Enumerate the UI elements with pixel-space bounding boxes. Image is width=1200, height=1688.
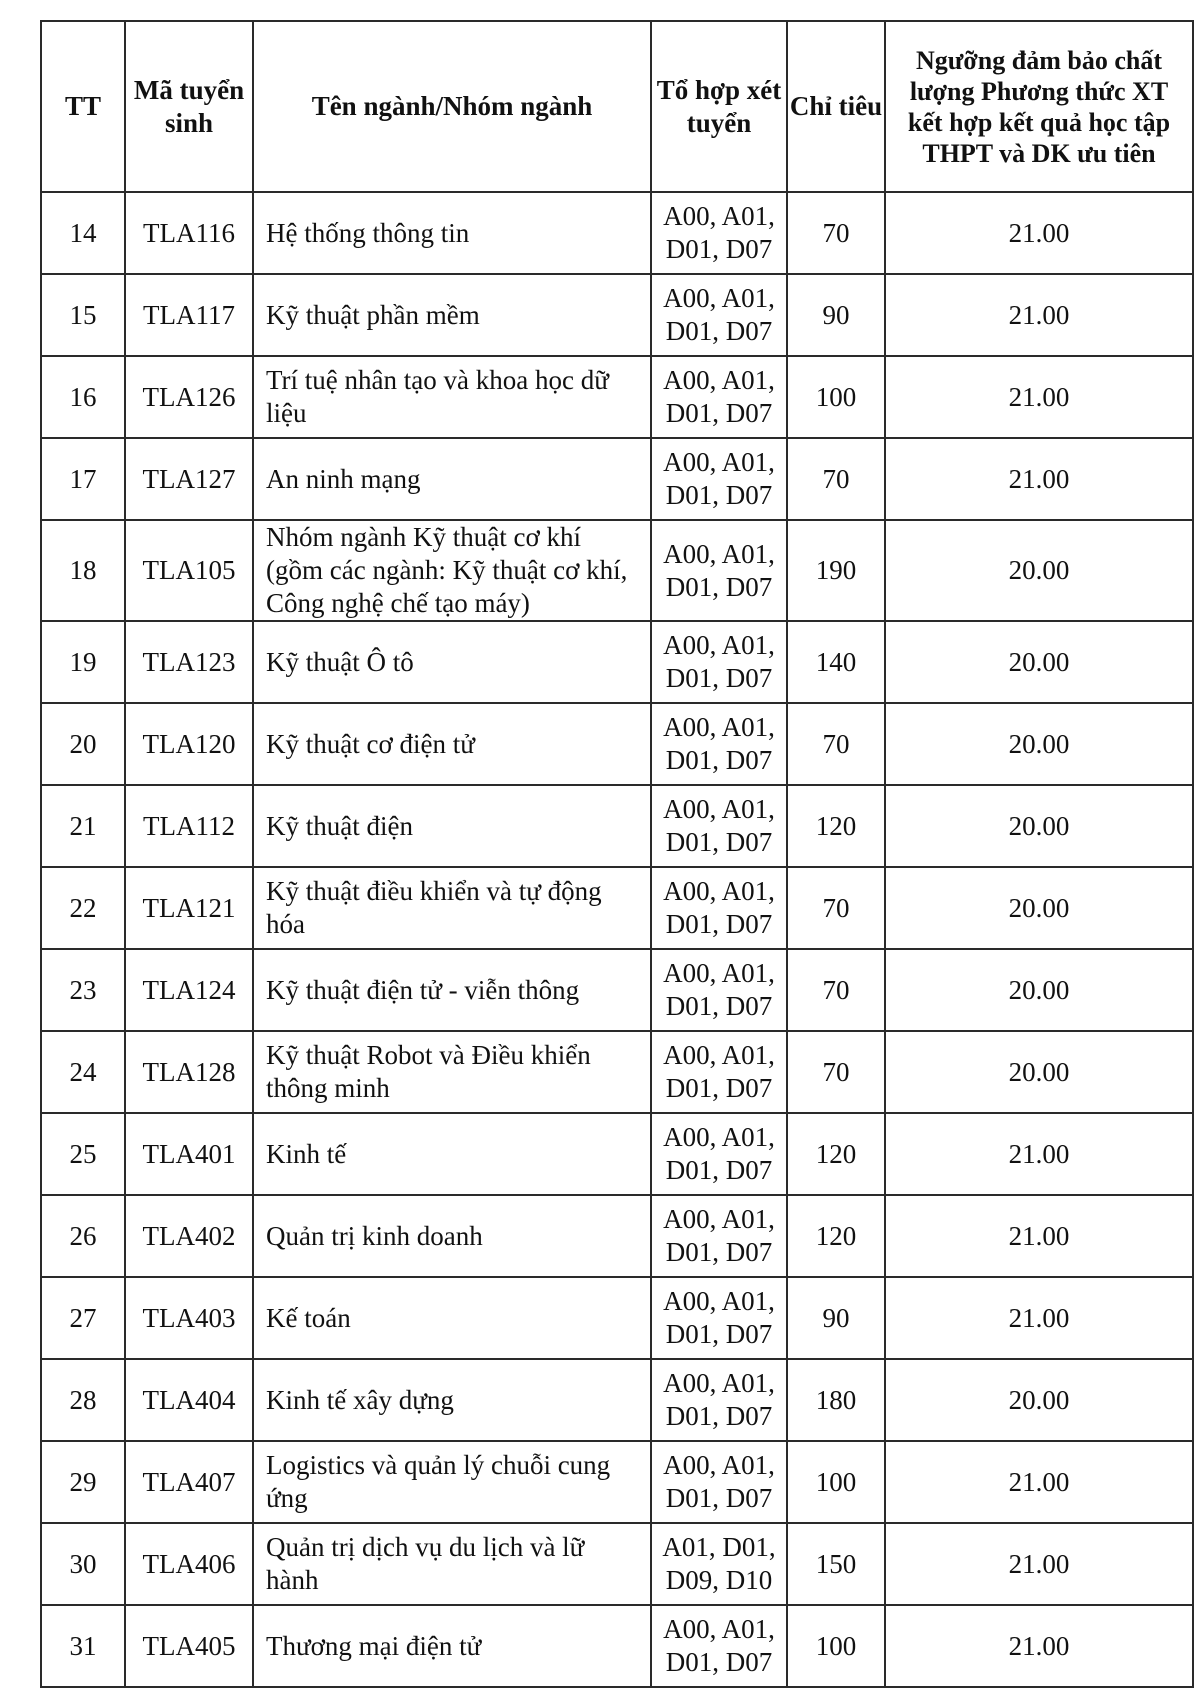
cell-combo (651, 867, 787, 949)
cell-combo (651, 192, 787, 274)
combo-line: D01, D07 (665, 398, 773, 428)
cell-combo (651, 1359, 787, 1441)
cell-quota: 150 (787, 1523, 885, 1605)
combo-line: D01, D07 (665, 234, 773, 264)
cell-name: Kỹ thuật phần mềm (253, 274, 651, 356)
cell-threshold: 20.00 (885, 1031, 1193, 1113)
cell-code: TLA402 (125, 1195, 253, 1277)
combo-line: A00, A01, (663, 958, 775, 988)
cell-tt: 31 (41, 1605, 125, 1687)
cell-code: TLA116 (125, 192, 253, 274)
cell-combo (651, 356, 787, 438)
cell-threshold: 20.00 (885, 949, 1193, 1031)
cell-name: Thương mại điện tử (253, 1605, 651, 1687)
cell-quota: 100 (787, 1441, 885, 1523)
cell-tt: 28 (41, 1359, 125, 1441)
cell-tt: 15 (41, 274, 125, 356)
combo-line: D01, D07 (665, 1237, 773, 1267)
combo-line: A00, A01, (663, 1040, 775, 1070)
cell-name: Kỹ thuật Robot và Điều khiển thông minh (253, 1031, 651, 1113)
combo-line: A00, A01, (663, 1286, 775, 1316)
combo-line: D01, D07 (665, 745, 773, 775)
combo-line: D01, D07 (665, 316, 773, 346)
cell-tt: 16 (41, 356, 125, 438)
cell-tt: 19 (41, 621, 125, 703)
cell-code: TLA126 (125, 356, 253, 438)
table-row (41, 1277, 1193, 1359)
cell-quota: 120 (787, 785, 885, 867)
combo-line: D09, D10 (665, 1565, 773, 1595)
cell-threshold: 21.00 (885, 1195, 1193, 1277)
cell-code: TLA127 (125, 438, 253, 520)
table-header (41, 21, 1193, 192)
cell-threshold: 20.00 (885, 867, 1193, 949)
cell-tt: 21 (41, 785, 125, 867)
combo-line: A01, D01, (662, 1532, 776, 1562)
table-row (41, 1605, 1193, 1687)
table-row (41, 192, 1193, 274)
table-row (41, 703, 1193, 785)
combo-line: D01, D07 (665, 571, 773, 602)
cell-name: Kỹ thuật Ô tô (253, 621, 651, 703)
cell-code: TLA117 (125, 274, 253, 356)
table-row (41, 949, 1193, 1031)
cell-threshold: 21.00 (885, 1523, 1193, 1605)
cell-threshold: 20.00 (885, 621, 1193, 703)
cell-quota: 70 (787, 703, 885, 785)
cell-tt: 27 (41, 1277, 125, 1359)
table-row (41, 356, 1193, 438)
combo-line: A00, A01, (663, 630, 775, 660)
cell-quota: 190 (787, 520, 885, 621)
cell-name: Kinh tế xây dựng (253, 1359, 651, 1441)
combo-line: A00, A01, (663, 1204, 775, 1234)
cell-quota: 180 (787, 1359, 885, 1441)
table-row (41, 785, 1193, 867)
cell-name: Hệ thống thông tin (253, 192, 651, 274)
table-row (41, 867, 1193, 949)
cell-combo (651, 438, 787, 520)
cell-combo (651, 621, 787, 703)
cell-threshold: 21.00 (885, 1605, 1193, 1687)
cell-combo (651, 1113, 787, 1195)
combo-line: D01, D07 (665, 1647, 773, 1677)
cell-threshold: 21.00 (885, 438, 1193, 520)
combo-line: D01, D07 (665, 991, 773, 1021)
cell-code: TLA403 (125, 1277, 253, 1359)
combo-line: A00, A01, (663, 1450, 775, 1480)
cell-quota: 90 (787, 1277, 885, 1359)
cell-tt: 25 (41, 1113, 125, 1195)
combo-line: D01, D07 (665, 1483, 773, 1513)
cell-threshold: 21.00 (885, 274, 1193, 356)
cell-name: An ninh mạng (253, 438, 651, 520)
header-combo: Tổ hợp xét tuyển (651, 21, 787, 192)
table-row (41, 438, 1193, 520)
header-name: Tên ngành/Nhóm ngành (253, 21, 651, 192)
cell-combo (651, 274, 787, 356)
cell-tt: 14 (41, 192, 125, 274)
cell-tt: 17 (41, 438, 125, 520)
table-row (41, 520, 1193, 621)
cell-code: TLA121 (125, 867, 253, 949)
cell-name: Trí tuệ nhân tạo và khoa học dữ liệu (253, 356, 651, 438)
cell-quota: 70 (787, 1031, 885, 1113)
header-tt: TT (41, 21, 125, 192)
combo-line: D01, D07 (665, 1319, 773, 1349)
cell-threshold: 21.00 (885, 1113, 1193, 1195)
combo-line: D01, D07 (665, 1073, 773, 1103)
cell-quota: 70 (787, 192, 885, 274)
cell-quota: 90 (787, 274, 885, 356)
cell-name: Quản trị dịch vụ du lịch và lữ hành (253, 1523, 651, 1605)
cell-code: TLA406 (125, 1523, 253, 1605)
cell-threshold: 20.00 (885, 520, 1193, 621)
cell-name: Kế toán (253, 1277, 651, 1359)
header-code: Mã tuyển sinh (125, 21, 253, 192)
cell-quota: 100 (787, 1605, 885, 1687)
cell-name: Kỹ thuật cơ điện tử (253, 703, 651, 785)
cell-threshold: 21.00 (885, 356, 1193, 438)
cell-combo (651, 1195, 787, 1277)
admissions-table (40, 20, 1194, 1688)
table-row (41, 1359, 1193, 1441)
cell-combo (651, 1277, 787, 1359)
cell-threshold: 21.00 (885, 1277, 1193, 1359)
combo-line: A00, A01, (663, 1614, 775, 1644)
cell-name: Logistics và quản lý chuỗi cung ứng (253, 1441, 651, 1523)
cell-name: Kỹ thuật điện (253, 785, 651, 867)
cell-tt: 22 (41, 867, 125, 949)
cell-code: TLA401 (125, 1113, 253, 1195)
table-body (41, 192, 1193, 1687)
combo-line: A00, A01, (663, 794, 775, 824)
cell-tt: 26 (41, 1195, 125, 1277)
combo-line: D01, D07 (665, 1401, 773, 1431)
combo-line: D01, D07 (665, 1155, 773, 1185)
cell-quota: 120 (787, 1113, 885, 1195)
cell-threshold: 20.00 (885, 1359, 1193, 1441)
cell-code: TLA120 (125, 703, 253, 785)
cell-code: TLA407 (125, 1441, 253, 1523)
cell-combo (651, 520, 787, 621)
cell-combo (651, 949, 787, 1031)
cell-combo (651, 703, 787, 785)
cell-name: Kỹ thuật điều khiển và tự động hóa (253, 867, 651, 949)
combo-line: A00, A01, (663, 1122, 775, 1152)
cell-name: Kỹ thuật điện tử - viễn thông (253, 949, 651, 1031)
table-row (41, 1195, 1193, 1277)
combo-line: A00, A01, (663, 712, 775, 742)
cell-tt: 23 (41, 949, 125, 1031)
combo-line: A00, A01, (663, 1368, 775, 1398)
cell-code: TLA404 (125, 1359, 253, 1441)
cell-quota: 70 (787, 867, 885, 949)
combo-line: A00, A01, (663, 201, 775, 231)
cell-combo (651, 785, 787, 867)
header-quota: Chỉ tiêu (787, 21, 885, 192)
combo-line: D01, D07 (665, 827, 773, 857)
header-threshold: Ngưỡng đảm bảo chất lượng Phương thức XT kết hợp kết quả học tập THPT và DK ưu tiên (885, 21, 1193, 192)
cell-quota: 120 (787, 1195, 885, 1277)
cell-code: TLA128 (125, 1031, 253, 1113)
table-row (41, 1523, 1193, 1605)
cell-tt: 20 (41, 703, 125, 785)
cell-threshold: 21.00 (885, 1441, 1193, 1523)
combo-line: A00, A01, (663, 283, 775, 313)
combo-line: D01, D07 (665, 909, 773, 939)
cell-combo (651, 1031, 787, 1113)
table-row (41, 1441, 1193, 1523)
cell-combo (651, 1523, 787, 1605)
combo-line: A00, A01, (663, 365, 775, 395)
cell-code: TLA124 (125, 949, 253, 1031)
cell-threshold: 21.00 (885, 192, 1193, 274)
cell-threshold: 20.00 (885, 785, 1193, 867)
combo-line: A00, A01, (663, 876, 775, 906)
cell-tt: 30 (41, 1523, 125, 1605)
cell-quota: 140 (787, 621, 885, 703)
combo-line: A00, A01, (663, 538, 775, 569)
cell-combo (651, 1441, 787, 1523)
cell-code: TLA112 (125, 785, 253, 867)
cell-tt: 29 (41, 1441, 125, 1523)
cell-tt: 18 (41, 520, 125, 621)
cell-code: TLA405 (125, 1605, 253, 1687)
cell-name: Quản trị kinh doanh (253, 1195, 651, 1277)
combo-line: D01, D07 (665, 480, 773, 510)
combo-line: A00, A01, (663, 447, 775, 477)
cell-quota: 70 (787, 949, 885, 1031)
header-row (41, 21, 1193, 192)
cell-quota: 100 (787, 356, 885, 438)
cell-threshold: 20.00 (885, 703, 1193, 785)
cell-quota: 70 (787, 438, 885, 520)
table-row (41, 1113, 1193, 1195)
cell-name: Nhóm ngành Kỹ thuật cơ khí (gồm các ngành: Kỹ thuật cơ khí, Công nghệ chế tạo máy) (253, 520, 651, 621)
table-row (41, 621, 1193, 703)
cell-combo (651, 1605, 787, 1687)
cell-name: Kinh tế (253, 1113, 651, 1195)
cell-tt: 24 (41, 1031, 125, 1113)
combo-line: D01, D07 (665, 663, 773, 693)
table-row (41, 274, 1193, 356)
cell-code: TLA105 (125, 520, 253, 621)
cell-code: TLA123 (125, 621, 253, 703)
table-row (41, 1031, 1193, 1113)
